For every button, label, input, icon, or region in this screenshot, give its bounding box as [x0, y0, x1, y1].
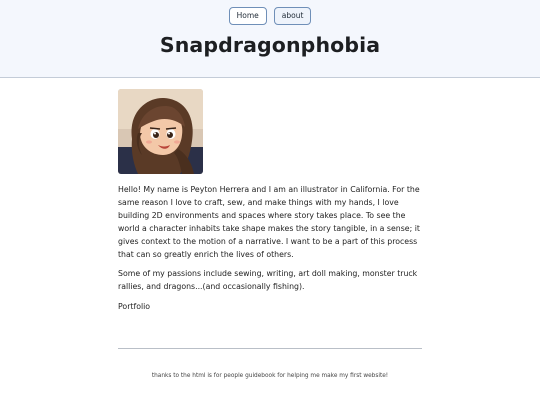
bio-paragraph: Hello! My name is Peyton Herrera and I am an illustrator in California. For the same reason I love to craft, sew, and make things with my hands, I love building 2D environments and spaces where story takes place. To see the world a character inhabits take shape makes the story tangible, in a sense; it gives context to the motion of a narrative. I want to be a part of this process that can so greatly enrich the lives of others.	[118, 185, 420, 259]
main-content	[118, 89, 422, 314]
footer-note: thanks to the html is for people guidebook for helping me make my first website!	[151, 373, 389, 379]
about-button[interactable]: about	[274, 7, 312, 25]
bio-paragraph: Some of my passions include sewing, writing, art doll making, monster truck rallies, and dragons...(and occasionally fishing).	[118, 269, 418, 292]
top-nav	[0, 7, 540, 25]
avatar	[118, 89, 203, 174]
site-title: Snapdragonphobia	[159, 33, 381, 57]
portfolio-link[interactable]: Portfolio	[118, 302, 151, 312]
site-header	[0, 0, 540, 78]
footer-divider	[118, 348, 422, 349]
home-button[interactable]: Home	[229, 7, 267, 25]
